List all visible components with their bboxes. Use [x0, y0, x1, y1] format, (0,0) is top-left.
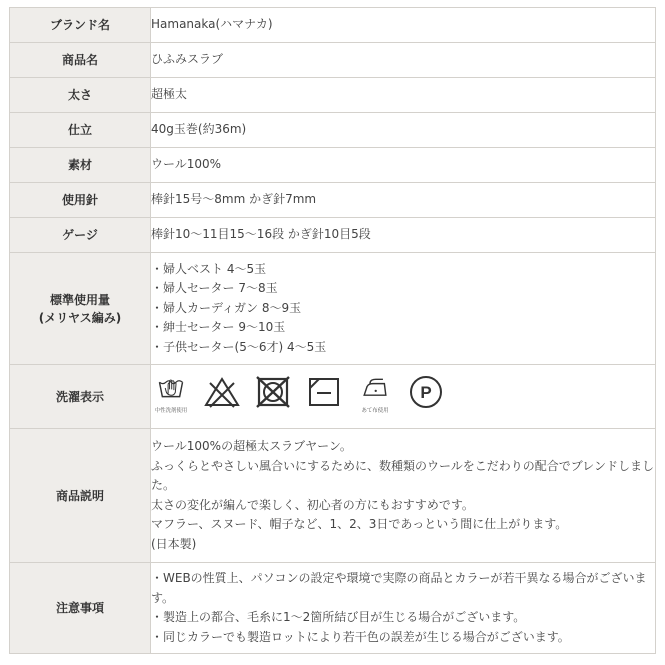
- value-material: ウール100%: [151, 148, 656, 183]
- label-needle: 使用針: [10, 183, 151, 218]
- svg-text:P: P: [420, 382, 432, 402]
- row-usage: [10, 253, 656, 365]
- label-usage-line1: 標準使用量: [49, 292, 110, 307]
- no-bleach-icon: [202, 375, 242, 421]
- label-usage: [10, 253, 151, 365]
- value-product: ひふみスラブ: [151, 43, 656, 78]
- dry-clean-p-icon: [406, 375, 446, 421]
- hand-wash-icon: [151, 375, 191, 421]
- row-product: [10, 43, 656, 78]
- notes-line: ・同じカラーでも製造ロットにより若干色の誤差が生じる場合がございます。: [151, 629, 570, 644]
- row-brand: [10, 8, 656, 43]
- usage-item: ・婦人ベスト 4〜5玉: [151, 261, 267, 276]
- usage-item: ・婦人セーター 7〜8玉: [151, 281, 278, 296]
- value-thickness: 超極太: [151, 78, 656, 113]
- label-material: 素材: [10, 148, 151, 183]
- notes-line: ・WEBの性質上、パソコンの設定や環境で実際の商品とカラーが若干異なる場合がございます。: [151, 571, 647, 605]
- row-description: [10, 429, 656, 563]
- value-finish: 40g玉巻(約36m): [151, 113, 656, 148]
- value-notes: [151, 563, 656, 654]
- row-material: [10, 148, 656, 183]
- value-brand: Hamanaka(ハマナカ): [151, 8, 656, 43]
- description-line: ふっくらとやさしい風合いにするために、数種類のウールをこだわりの配合でブレンドしました。: [151, 458, 654, 492]
- usage-item: ・子供セーター(5〜6才) 4〜5玉: [151, 339, 327, 354]
- value-needle: 棒針15号〜8mm かぎ針7mm: [151, 183, 656, 218]
- label-gauge: ゲージ: [10, 218, 151, 253]
- label-thickness: 太さ: [10, 78, 151, 113]
- dry-flat-shade-icon: [304, 375, 344, 421]
- notes-line: ・製造上の都合、毛糸に1〜2箇所結び目が生じる場合がございます。: [151, 610, 526, 624]
- value-gauge: 棒針10〜11目15〜16段 かぎ針10目5段: [151, 218, 656, 253]
- value-care: [151, 365, 656, 429]
- row-care: [10, 365, 656, 429]
- usage-item: ・紳士セーター 9〜10玉: [151, 320, 286, 335]
- label-usage-line2: (メリヤス編み): [38, 310, 122, 325]
- usage-item: ・婦人カーディガン 8〜9玉: [151, 300, 302, 315]
- label-finish: 仕立: [10, 113, 151, 148]
- description-line: ウール100%の超極太スラブヤーン。: [151, 439, 352, 453]
- no-tumble-dry-icon: [253, 375, 293, 421]
- label-notes: 注意事項: [10, 563, 151, 654]
- value-usage: [151, 253, 656, 365]
- care-icons: [151, 373, 655, 421]
- label-care: 洗濯表示: [10, 365, 151, 429]
- label-brand: ブランド名: [10, 8, 151, 43]
- row-finish: [10, 113, 656, 148]
- description-line: (日本製): [151, 536, 197, 551]
- label-description: 商品説明: [10, 429, 151, 563]
- value-description: [151, 429, 656, 563]
- description-line: マフラー、スヌード、帽子など、1、2、3日であっという間に仕上がります。: [151, 517, 568, 531]
- iron-low-cloth-icon: [355, 375, 395, 421]
- row-needle: [10, 183, 656, 218]
- description-line: 太さの変化が編んで楽しく、初心者の方にもおすすめです。: [151, 497, 474, 512]
- label-product: 商品名: [10, 43, 151, 78]
- row-thickness: [10, 78, 656, 113]
- hand-wash-caption: 中性洗剤使用: [154, 407, 188, 414]
- product-spec-table: [9, 7, 656, 654]
- row-notes: [10, 563, 656, 654]
- iron-caption: あて布使用: [361, 407, 389, 414]
- row-gauge: [10, 218, 656, 253]
